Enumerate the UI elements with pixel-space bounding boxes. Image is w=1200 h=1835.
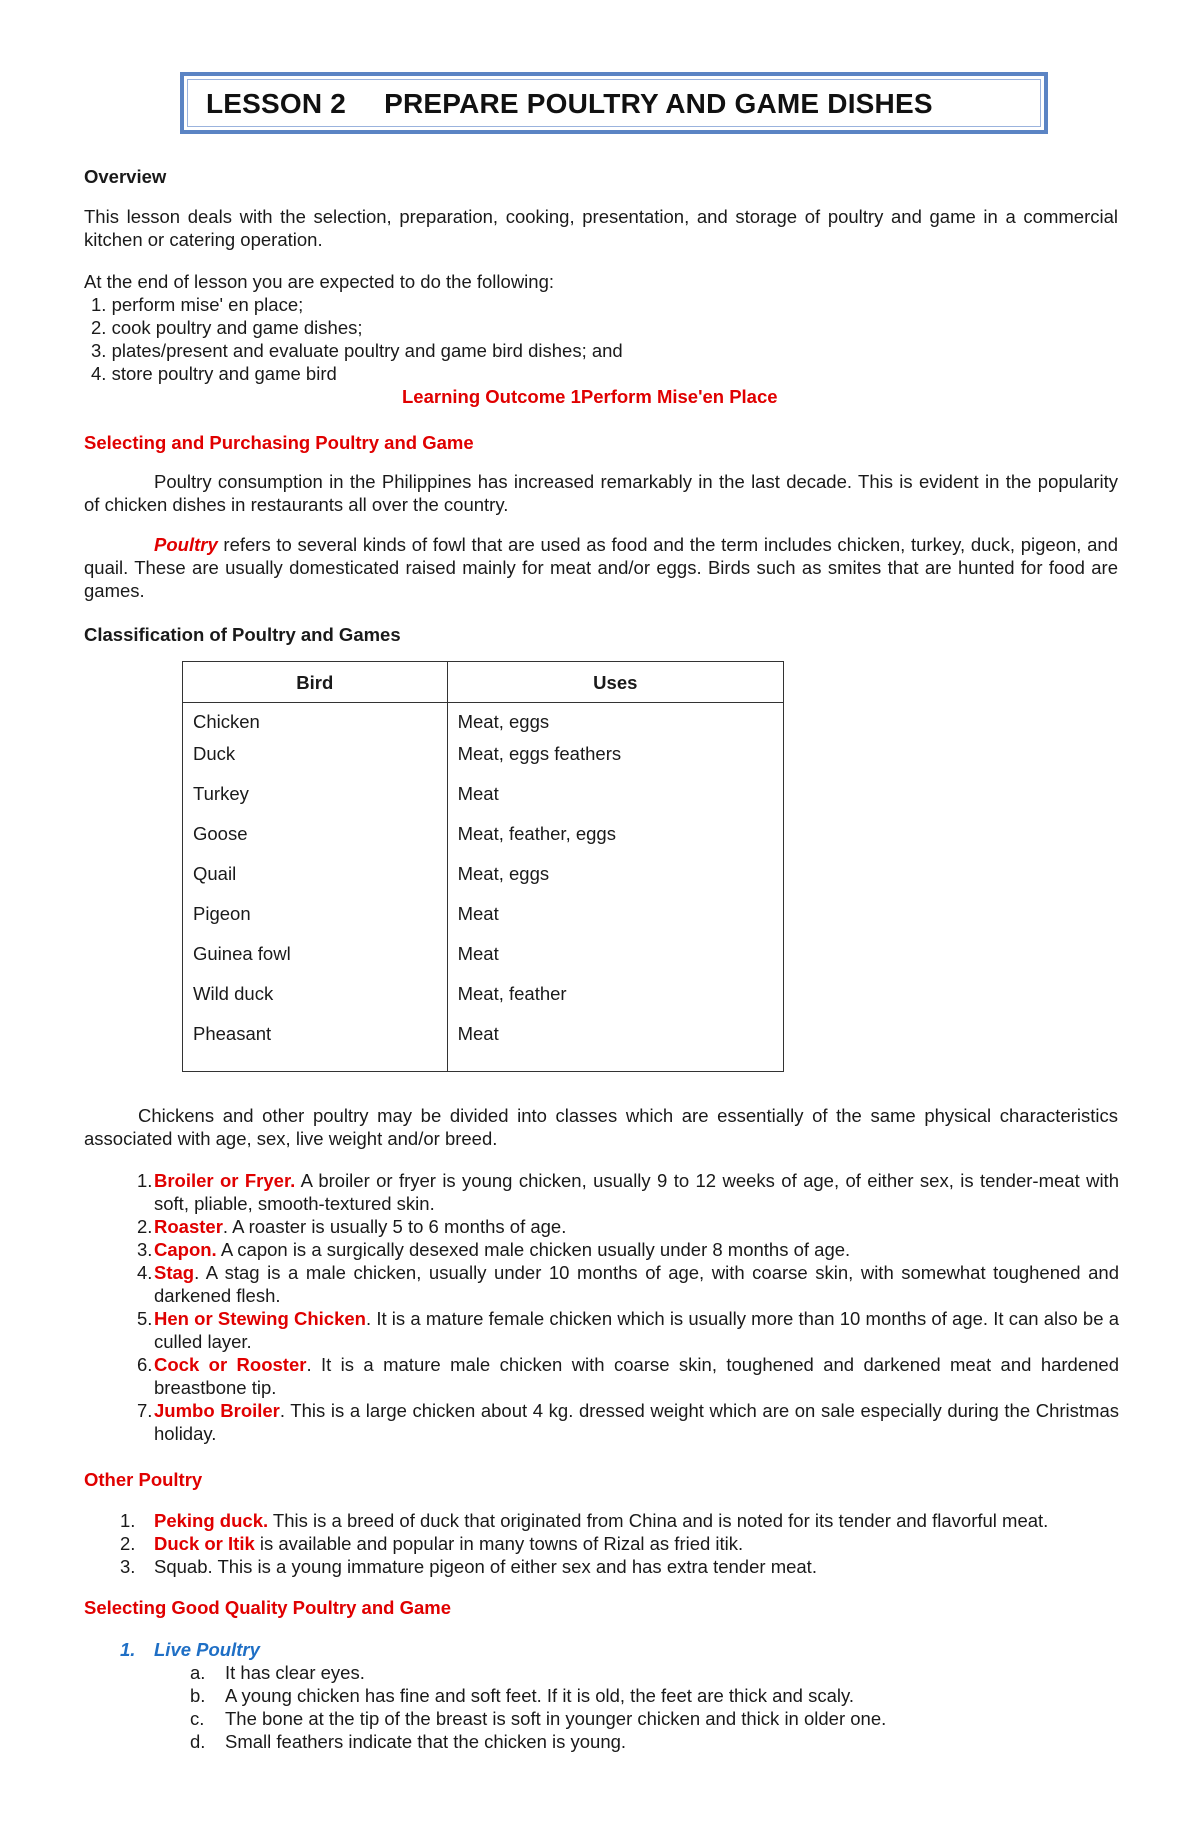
bird-uses-table	[182, 661, 784, 1072]
objectives-intro: At the end of lesson you are expected to do the following:	[84, 271, 555, 292]
objective-item: 1. perform mise' en place;	[91, 294, 304, 315]
table-row	[183, 863, 784, 903]
list-number: 1.	[137, 1170, 153, 1191]
class-term: Jumbo Broiler	[154, 1400, 280, 1421]
uses-cell: Meat, feather	[447, 983, 783, 1023]
uses-cell: Meat	[447, 1023, 783, 1072]
bird-cell: Goose	[183, 823, 448, 863]
list-item	[154, 1509, 1048, 1532]
class-term: Cock or Rooster	[154, 1354, 307, 1375]
uses-cell: Meat, eggs	[447, 703, 783, 744]
list-number: 2.	[120, 1533, 136, 1554]
poultry-description: is available and popular in many towns of Rizal as fried itik.	[254, 1533, 744, 1554]
table-row	[183, 903, 784, 943]
good-quality-heading: Selecting Good Quality Poultry and Game	[84, 1597, 451, 1618]
table-header-uses: Uses	[447, 662, 783, 703]
classes-intro-paragraph: Chickens and other poultry may be divided into classes which are essentially of the same physical characteristics associated with age, sex, live weight and/or breed.	[84, 1105, 1118, 1149]
list-number: 2.	[137, 1216, 153, 1237]
objective-item: 2. cook poultry and game dishes;	[91, 317, 363, 338]
class-description: . This is a large chicken about 4 kg. dressed weight which are on sale especially during the Christmas holiday.	[154, 1400, 1119, 1444]
table-row	[183, 743, 784, 783]
lesson-number: LESSON 2	[206, 88, 347, 119]
poultry-term: Peking duck.	[154, 1510, 269, 1531]
list-number: 6.	[137, 1354, 153, 1375]
list-item	[137, 1399, 1119, 1445]
poultry-consumption-paragraph: Poultry consumption in the Philippines has increased remarkably in the last decade. This is evident in the popularity of chicken dishes in restaurants all over the country.	[84, 471, 1118, 515]
objective-item: 4. store poultry and game bird	[91, 363, 337, 384]
lesson-name: PREPARE POULTRY AND GAME DISHES	[384, 88, 933, 119]
overview-heading: Overview	[84, 166, 167, 187]
bird-cell: Pheasant	[183, 1023, 448, 1072]
list-item: A young chicken has fine and soft feet. If it is old, the feet are thick and scaly.	[225, 1685, 855, 1706]
bird-cell: Duck	[183, 743, 448, 783]
bird-cell: Wild duck	[183, 983, 448, 1023]
table-row	[183, 1023, 784, 1072]
class-term: Capon.	[154, 1239, 217, 1260]
live-poultry-label: Live Poultry	[154, 1639, 260, 1660]
class-description: A broiler or fryer is young chicken, usually 9 to 12 weeks of age, of either sex, is tender-meat with soft, pliable, smooth-textured skin.	[154, 1170, 1119, 1214]
table-row	[183, 943, 784, 983]
list-item	[137, 1353, 1119, 1399]
poultry-term: Duck or Itik	[154, 1533, 255, 1554]
list-letter: c.	[190, 1708, 205, 1729]
poultry-term: Poultry	[154, 534, 218, 555]
class-description: . It is a mature male chicken with coarse skin, toughened and darkened meat and hardened breastbone tip.	[154, 1354, 1119, 1398]
list-item	[137, 1238, 1119, 1261]
overview-text: This lesson deals with the selection, preparation, cooking, presentation, and storage of poultry and game in a commercial kitchen or catering operation.	[84, 206, 1118, 250]
poultry-definition-text: refers to several kinds of fowl that are used as food and the term includes chicken, turkey, duck, pigeon, and quail. These are usually domesticated raised mainly for meat and/or eggs. Birds such as smites that are hunted for food are games.	[84, 534, 1118, 601]
class-description: A capon is a surgically desexed male chicken usually under 8 months of age.	[216, 1239, 851, 1260]
list-item-text	[154, 1353, 1119, 1399]
table-row	[183, 983, 784, 1023]
class-term: Broiler or Fryer.	[154, 1170, 296, 1191]
list-number: 4.	[137, 1262, 153, 1283]
uses-cell: Meat	[447, 943, 783, 983]
table-header-row	[183, 662, 784, 703]
table-row	[183, 823, 784, 863]
table-row	[183, 703, 784, 744]
list-item	[137, 1169, 1119, 1215]
bird-cell: Guinea fowl	[183, 943, 448, 983]
objective-item: 3. plates/present and evaluate poultry and game bird dishes; and	[91, 340, 623, 361]
list-item	[154, 1532, 743, 1555]
list-item-text	[154, 1261, 1119, 1307]
list-item-text	[154, 1399, 1119, 1445]
class-term: Roaster	[154, 1216, 223, 1237]
class-description: . It is a mature female chicken which is usually more than 10 months of age. It can also be a culled layer.	[154, 1308, 1119, 1352]
list-item	[137, 1215, 1119, 1238]
list-letter: b.	[190, 1685, 206, 1706]
class-description: . A stag is a male chicken, usually under 10 months of age, with coarse skin, with somewhat toughened and darkened flesh.	[154, 1262, 1119, 1306]
list-letter: a.	[190, 1662, 206, 1683]
uses-cell: Meat, eggs	[447, 863, 783, 903]
list-number: 3.	[120, 1556, 136, 1577]
list-item-text	[154, 1307, 1119, 1353]
uses-cell: Meat	[447, 783, 783, 823]
bird-cell: Pigeon	[183, 903, 448, 943]
list-item: Small feathers indicate that the chicken is young.	[225, 1731, 627, 1752]
bird-cell: Turkey	[183, 783, 448, 823]
uses-cell: Meat, eggs feathers	[447, 743, 783, 783]
other-poultry-heading: Other Poultry	[84, 1469, 203, 1490]
class-term: Hen or Stewing Chicken	[154, 1308, 366, 1329]
list-item: Squab. This is a young immature pigeon of either sex and has extra tender meat.	[154, 1556, 817, 1577]
poultry-description: This is a breed of duck that originated from China and is noted for its tender and flavorful meat.	[268, 1510, 1049, 1531]
list-item	[137, 1261, 1119, 1307]
learning-outcome-heading: Learning Outcome 1Perform Mise'en Place	[402, 386, 778, 407]
bird-cell: Quail	[183, 863, 448, 903]
live-poultry-number: 1.	[120, 1639, 136, 1660]
classification-heading: Classification of Poultry and Games	[84, 624, 401, 645]
lesson-title-box	[180, 72, 1048, 134]
bird-cell: Chicken	[183, 703, 448, 744]
class-term: Stag	[154, 1262, 195, 1283]
class-description: . A roaster is usually 5 to 6 months of age.	[222, 1216, 567, 1237]
list-item: It has clear eyes.	[225, 1662, 365, 1683]
selecting-purchasing-heading: Selecting and Purchasing Poultry and Game	[84, 432, 474, 453]
table-header-bird: Bird	[183, 662, 448, 703]
table-row	[183, 783, 784, 823]
lesson-title	[206, 88, 933, 120]
list-item: The bone at the tip of the breast is soft in younger chicken and thick in older one.	[225, 1708, 887, 1729]
list-item-text	[154, 1238, 1119, 1261]
list-item	[137, 1307, 1119, 1353]
list-letter: d.	[190, 1731, 206, 1752]
list-number: 1.	[120, 1510, 136, 1531]
list-number: 5.	[137, 1308, 153, 1329]
list-item-text	[154, 1215, 1119, 1238]
list-item-text	[154, 1169, 1119, 1215]
list-number: 7.	[137, 1400, 153, 1421]
uses-cell: Meat	[447, 903, 783, 943]
list-number: 3.	[137, 1239, 153, 1260]
poultry-definition-paragraph	[84, 533, 1118, 602]
uses-cell: Meat, feather, eggs	[447, 823, 783, 863]
